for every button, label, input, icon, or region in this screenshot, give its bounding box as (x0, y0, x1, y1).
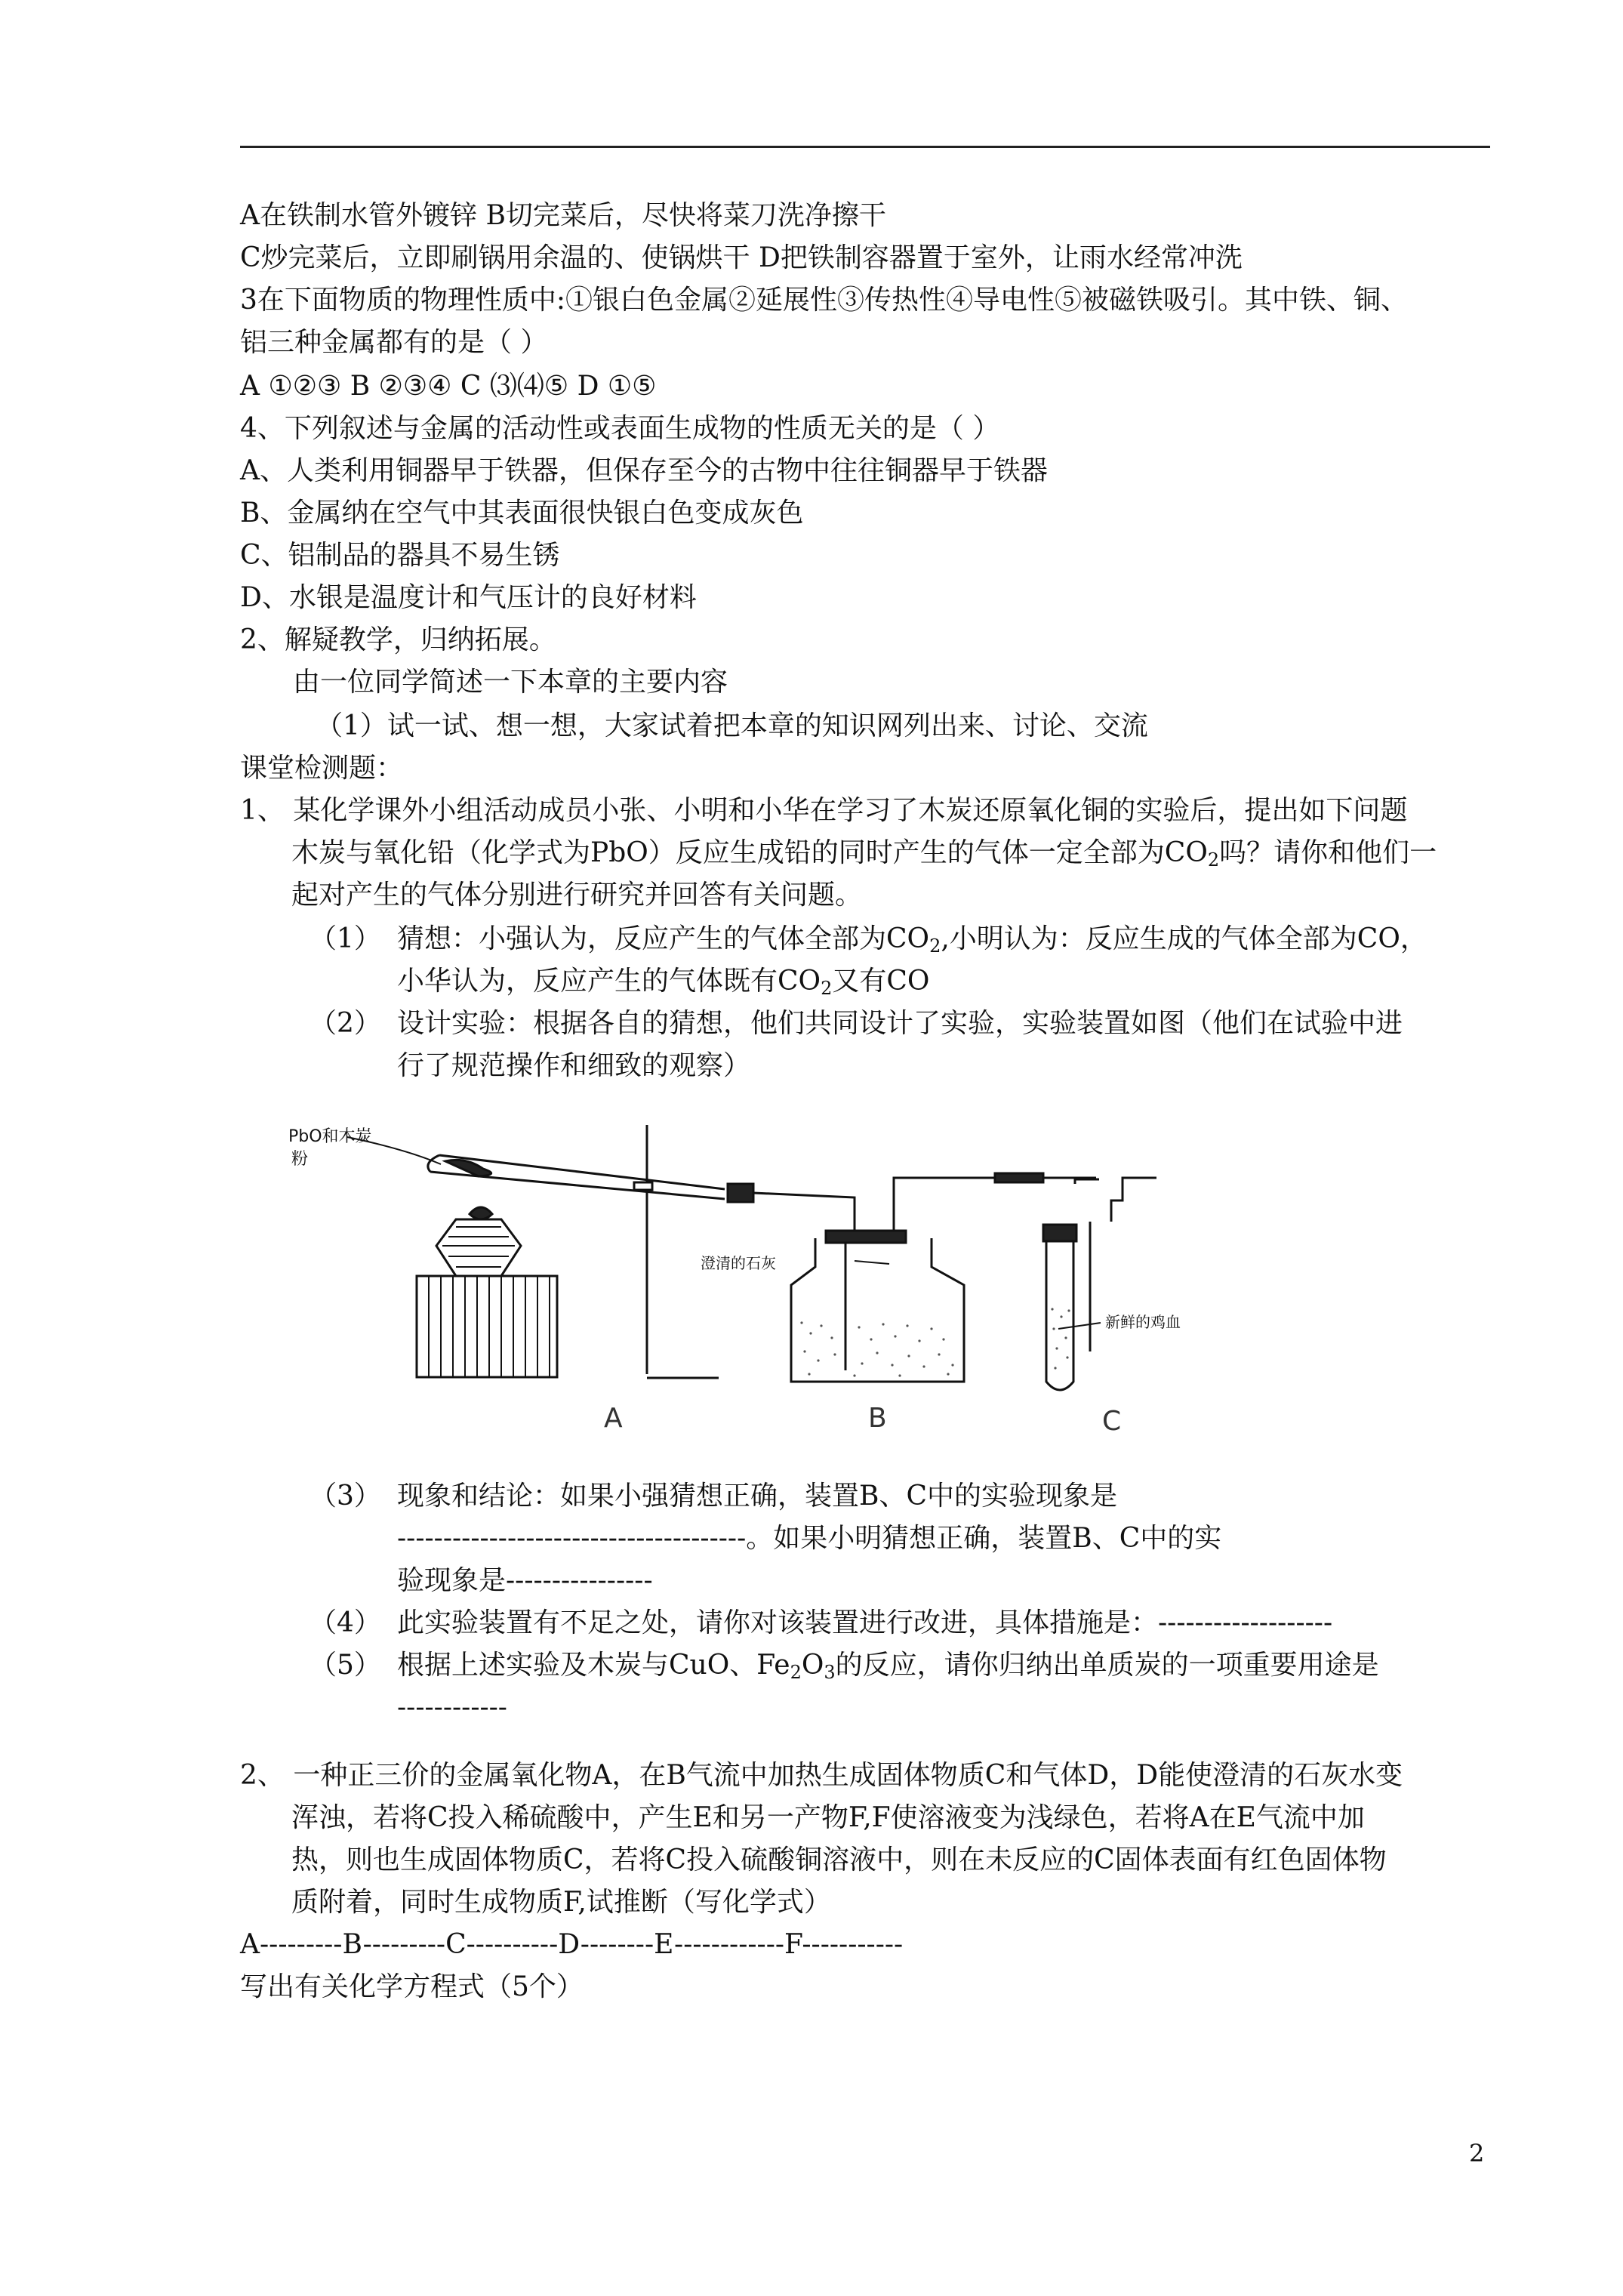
test-q2-line-2: 浑浊，若将C投入稀硫酸中，产生E和另一产物F,F使溶液变为浅绿色，若将A在E气流中加 (291, 1802, 1365, 1833)
rubber-stopper-c (1043, 1225, 1076, 1241)
test-tube (430, 1155, 725, 1199)
step-1-line-2: 小华认为，反应产生的气体既有$CO_2$又有CO (397, 966, 930, 999)
step-4-number: （4） (310, 1607, 381, 1638)
step-2-line-2: 行了规范操作和细致的观察） (397, 1050, 751, 1081)
step-5-line-1: 根据上述实验及木炭与CuO、$Fe_2O_3$的反应，请你归纳出单质炭的一项重要用途是 (397, 1650, 1379, 1683)
step-5-number: （5） (310, 1650, 381, 1681)
page-number: 2 (1469, 2139, 1485, 2168)
header-rule (240, 146, 1490, 148)
question-3-options: A ①②③ B ②③④ C ⑶⑷⑤ D ①⑤ (240, 371, 657, 402)
step-5-line-2: ------------ (397, 1692, 507, 1723)
question-4-option-c: C、铝制品的器具不易生锈 (240, 540, 560, 571)
step-3-line-2: --------------------------------------。如果小明猜想正确，装置B、C中的实 (397, 1523, 1222, 1554)
test-q2-line-3: 热，则也生成固体物质C，若将C投入硫酸铜溶液中，则在未反应的C固体表面有红色固体物 (291, 1845, 1387, 1875)
step-2-number: （2） (310, 1008, 381, 1039)
test-q2-answer-blanks: A---------B---------C----------D--------E------------F----------- (240, 1929, 904, 1960)
step-3-line-3: 验现象是---------------- (397, 1565, 653, 1596)
question-4-option-d: D、水银是温度计和气压计的良好材料 (240, 582, 697, 613)
step-2-line-1: 设计实验：根据各自的猜想，他们共同设计了实验，实验装置如图（他们在试验中进 (397, 1008, 1403, 1039)
section-2-line-2: （1）试一试、想一想，大家试着把本章的知识网列出来、讨论、交流 (316, 710, 1148, 741)
option-a-b-line: A在铁制水管外镀锌 B切完菜后，尽快将菜刀洗净擦干 (240, 200, 886, 231)
rubber-joint (995, 1173, 1043, 1182)
question-4-option-a: A、人类利用铜器早于铁器，但保存至今的古物中往往铜器早于铁器 (240, 455, 1048, 486)
label-device-b: B (868, 1403, 887, 1434)
outlet-tube-c (1111, 1178, 1156, 1222)
option-c-d-line: C炒完菜后，立即刷锅用余温的、使锅烘干 D把铁制容器置于室外，让雨水经常冲洗 (240, 242, 1243, 273)
question-3-line-2: 铝三种金属都有的是（ ） (240, 327, 548, 358)
test-q2-line-4: 质附着，同时生成物质F,试推断（写化学式） (291, 1887, 831, 1918)
test-tube-c (1046, 1241, 1073, 1390)
question-4-option-b: B、金属纳在空气中其表面很快银白色变成灰色 (240, 498, 804, 529)
label-device-a: A (604, 1403, 623, 1434)
label-fresh-blood: 新鲜的鸡血 (1105, 1313, 1181, 1331)
clamp (634, 1182, 652, 1190)
section-2-heading: 2、解疑教学，归纳拓展。 (240, 624, 556, 655)
test-q2-line-1: 2、 一种正三价的金属氧化物A，在B气流中加热生成固体物质C和气体D，D能使澄清的石灰水变 (240, 1760, 1403, 1791)
class-test-heading: 课堂检测题： (240, 753, 404, 784)
delivery-tube-ab (753, 1193, 855, 1231)
burner-flame (470, 1207, 492, 1219)
label-device-c: C (1102, 1406, 1122, 1435)
step-4-line: 此实验装置有不足之处，请你对该装置进行改进，具体措施是：------------------- (397, 1607, 1333, 1638)
rubber-stopper-b (826, 1231, 906, 1243)
label-limewater: 澄清的石灰 (701, 1254, 776, 1272)
experiment-apparatus-diagram (281, 1125, 1312, 1435)
test-q1-line-2: 木炭与氧化铅（化学式为PbO）反应生成铅的同时产生的气体一定全部为$CO_2$吗？请你和他们一 (291, 837, 1437, 871)
question-3-line-1: 3在下面物质的物理性质中:①银白色金属②延展性③传热性④导电性⑤被磁铁吸引。其中铁、铜、 (240, 285, 1409, 316)
step-3-line-1: 现象和结论：如果小强猜想正确，装置B、C中的实验现象是 (397, 1481, 1118, 1512)
step-1-number: （1） (310, 923, 381, 954)
question-4-stem: 4、下列叙述与金属的活动性或表面生成物的性质无关的是（ ） (240, 413, 1000, 444)
section-2-line-1: 由一位同学简述一下本章的主要内容 (293, 667, 728, 698)
label-pbo-carbon: PbO和木炭 (288, 1127, 372, 1146)
label-pbo-carbon-2: 粉 (291, 1150, 309, 1169)
gas-washing-bottle (791, 1238, 964, 1382)
step-3-number: （3） (310, 1481, 381, 1512)
rubber-stopper-a (728, 1184, 753, 1202)
test-q1-line-3: 起对产生的气体分别进行研究并回答有关问题。 (291, 880, 863, 911)
test-q1-line-1: 1、 某化学课外小组活动成员小张、小明和小华在学习了木炭还原氧化铜的实验后，提出如下问题 (240, 795, 1408, 826)
block-platform (417, 1276, 557, 1377)
step-1-line-1: 猜想：小强认为，反应产生的气体全部为$CO_2$,小明认为：反应生成的气体全部为CO， (397, 923, 1427, 957)
test-q2-equations-prompt: 写出有关化学方程式（5个） (240, 1971, 584, 2002)
